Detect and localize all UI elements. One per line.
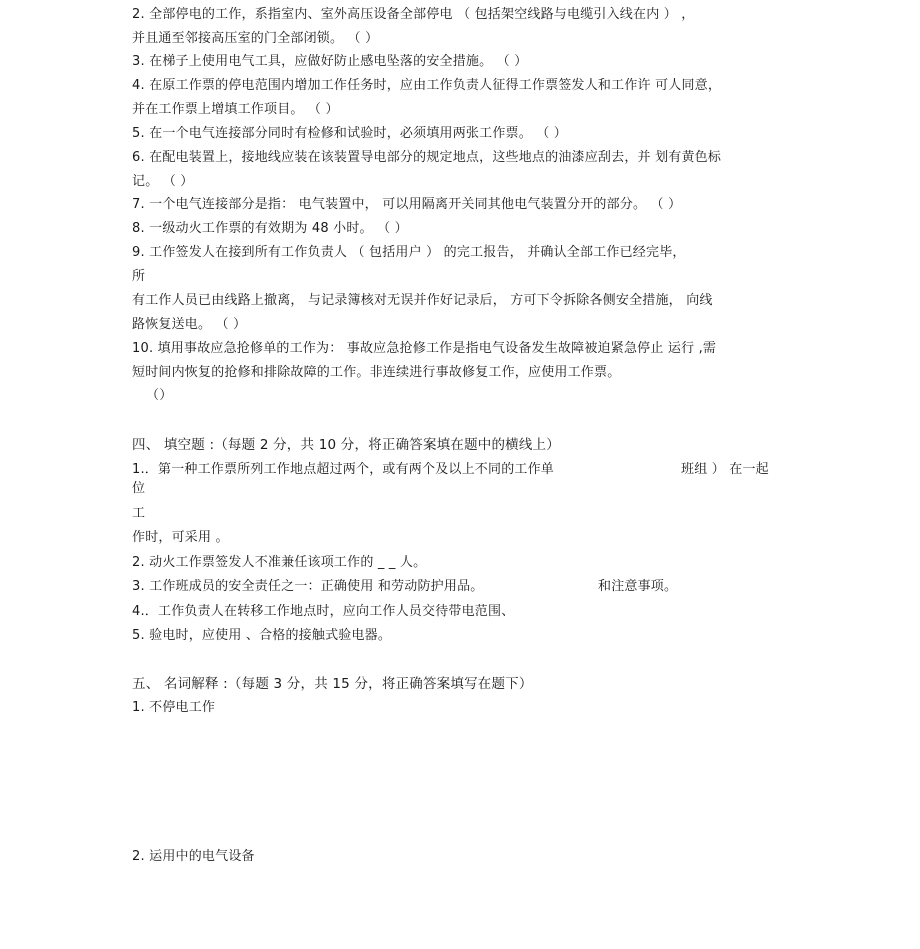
fill-q1-line1-a: 1.．第一种工作票所列工作地点超过两个，或有两个及以上不同的工作单 bbox=[132, 462, 555, 477]
fill-q4: 4.．工作负责人在转移工作地点时，应向工作人员交待带电范围、 bbox=[132, 604, 515, 619]
judge-q2-line2: 并且通至邻接高压室的门全部闭锁。 （ ） bbox=[132, 31, 379, 46]
judge-q9-line2: 所 bbox=[132, 269, 146, 284]
fill-q3-b: 和注意事项。 bbox=[598, 579, 678, 594]
fill-q1-line3: 工 bbox=[132, 506, 146, 521]
judge-q9-line3: 有工作人员已由线路上撤离， 与记录簿核对无误并作好记录后， 方可下令拆除各侧安全措施， 向线 bbox=[132, 293, 713, 308]
judge-q10-line1: 10. 填用事故应急抢修单的工作为： 事故应急抢修工作是指电气设备发生故障被迫紧急停止 运行 ,需 bbox=[132, 341, 717, 356]
judge-q6-line1: 6. 在配电装置上，接地线应装在该装置导电部分的规定地点，这些地点的油漆应刮去，并 划有黄色标 bbox=[132, 150, 722, 165]
fill-q1-line1-b: 班组 ） 在一起 bbox=[681, 462, 769, 477]
judge-q3: 3. 在梯子上使用电气工具，应做好防止感电坠落的安全措施。 （ ） bbox=[132, 54, 528, 69]
judge-q4-line2: 并在工作票上增填工作项目。 （ ） bbox=[132, 102, 339, 117]
judge-q5: 5. 在一个电气连接部分同时有检修和试验时，必须填用两张工作票。 （ ） bbox=[132, 126, 568, 141]
judge-q4-line1: 4. 在原工作票的停电范围内增加工作任务时，应由工作负责人征得工作票签发人和工作许 可人同意， bbox=[132, 78, 722, 93]
fill-q3-a: 3. 工作班成员的安全责任之一：正确使用 和劳动防护用品。 bbox=[132, 579, 484, 594]
fill-section-heading: 四、 填空题 :（每题 2 分，共 10 分，将正确答案填在题中的横线上） bbox=[132, 437, 560, 453]
judge-q10-line3: （） bbox=[146, 388, 173, 403]
fill-q5: 5. 验电时，应使用 、合格的接触式验电器。 bbox=[132, 628, 392, 643]
fill-q2: 2. 动火工作票签发人不准兼任该项工作的 _ _ 人。 bbox=[132, 555, 427, 570]
judge-q9-line1: 9. 工作签发人在接到所有工作负责人 （ 包括用户 ） 的完工报告， 并确认全部工作已经完毕， bbox=[132, 245, 686, 260]
judge-q9-line4: 路恢复送电。 （ ） bbox=[132, 317, 247, 332]
fill-q1-line2: 位 bbox=[132, 481, 146, 496]
fill-q1-line4: 作时，可采用 。 bbox=[132, 530, 229, 545]
judge-q10-line2: 短时间内恢复的抢修和排除故障的工作。非连续进行事故修复工作，应使用工作票。 bbox=[132, 365, 621, 380]
term-q1: 1. 不停电工作 bbox=[132, 700, 216, 715]
judge-q6-line2: 记。 （ ） bbox=[132, 174, 194, 189]
term-section-heading: 五、 名词解释 :（每题 3 分，共 15 分，将正确答案填写在题下） bbox=[132, 676, 533, 692]
judge-q8: 8. 一级动火工作票的有效期为 48 小时。 （ ） bbox=[132, 221, 408, 236]
judge-q7: 7. 一个电气连接部分是指： 电气装置中， 可以用隔离开关同其他电气装置分开的部分。 （ ） bbox=[132, 197, 682, 212]
term-q2: 2. 运用中的电气设备 bbox=[132, 849, 255, 864]
judge-q2-line1: 2. 全部停电的工作，系指室内、室外高压设备全部停电 （ 包括架空线路与电缆引入线在内 ） ， bbox=[132, 7, 695, 22]
